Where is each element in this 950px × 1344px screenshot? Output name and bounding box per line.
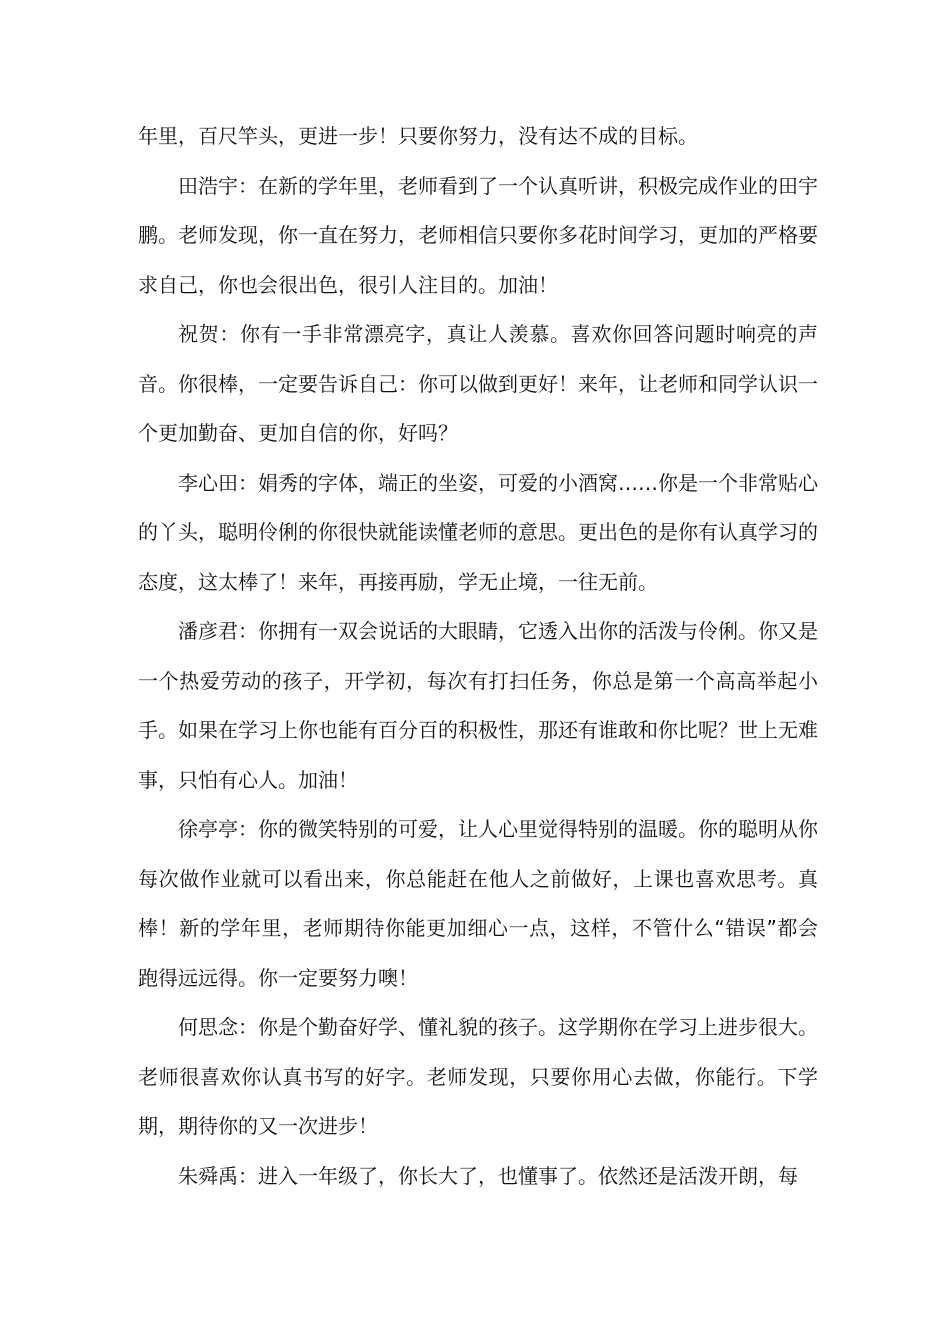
document-page (138, 112, 818, 1201)
paragraph-continuation: 年里，百尺竿头，更进一步！只要你努力，没有达不成的目标。 (138, 124, 698, 148)
paragraph-comment-tian-haoyu: 田浩宇：在新的学年里，老师看到了一个认真听讲，积极完成作业的田宇鹏。老师发现，你一直在努力，老师相信只要你多花时间学习，更加的严格要求自己，你也会很出色，很引人注目的。加油！ (138, 173, 818, 297)
paragraph-comment-zhu-shunyu: 朱舜禹：进入一年级了，你长大了，也懂事了。依然还是活泼开朗，每 (178, 1163, 798, 1188)
paragraph-comment-xu-tingting: 徐亭亭：你的微笑特别的可爱，让人心里觉得特别的温暖。你的聪明从你每次做作业就可以看出来，你总能赶在他人之前做好，上课也喜欢思考。真棒！新的学年里，老师期待你能更加细心一点，这样，不管什么“错误”都会跑得远远得。你一定要努力噢！ (138, 817, 818, 990)
paragraph-comment-he-sinian: 何思念：你是个勤奋好学、懂礼貌的孩子。这学期你在学习上进步很大。老师很喜欢你认真书写的好字。老师发现，只要你用心去做，你能行。下学期，期待你的又一次进步！ (138, 1015, 818, 1138)
paragraph-comment-zhu-he: 祝贺：你有一手非常漂亮字，真让人羡慕。喜欢你回答问题时响亮的声音。你很棒，一定要告诉自己：你可以做到更好！来年，让老师和同学认识一个更加勤奋、更加自信的你，好吗？ (138, 322, 818, 445)
paragraph-comment-pan-yanjun: 潘彦君：你拥有一双会说话的大眼睛，它透入出你的活泼与伶俐。你又是一个热爱劳动的孩子，开学初，每次有打扫任务，你总是第一个高高举起小手。如果在学习上你也能有百分百的积极性，那还有谁敢和你比呢？世上无难事，只怕有心人。加油！ (138, 619, 818, 792)
paragraph-comment-li-xintian: 李心田：娟秀的字体，端正的坐姿，可爱的小酒窝……你是一个非常贴心的丫头，聪明伶俐的你很快就能读懂老师的意思。更出色的是你有认真学习的态度，这太棒了！来年，再接再励，学无止境，一往无前。 (138, 470, 818, 594)
